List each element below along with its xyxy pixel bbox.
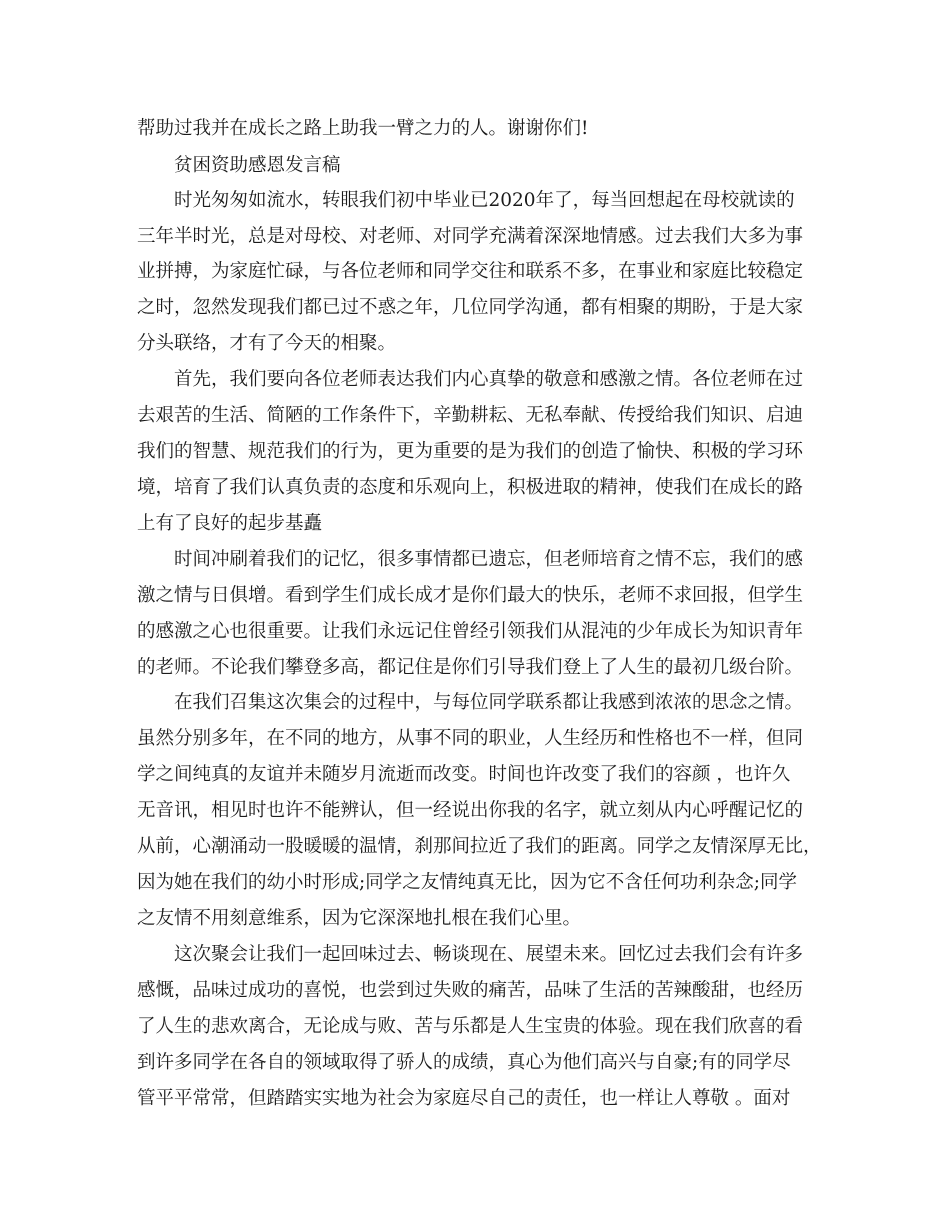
text-line: 激之情与日俱增。看到学生们成长成才是你们最大的快乐，老师不求回报，但学生 [137,585,804,606]
text-line: 感慨，品味过成功的喜悦，也尝到过失败的痛苦，品味了生活的苦辣酸甜，也经历 [137,980,804,1001]
text-line: 我们的智慧、规范我们的行为，更为重要的是为我们的创造了愉快、积极的学习环 [137,441,804,462]
text-line: 去艰苦的生活、简陋的工作条件下，辛勤耕耘、无私奉献、传授给我们知识、启迪 [137,405,804,426]
text-line: 之友情不用刻意维系，因为它深深地扎根在我们心里。 [137,908,582,929]
text-line: 三年半时光，总是对母校、对老师、对同学充满着深深地情感。过去我们大多为事 [137,226,804,247]
text-line: 了人生的悲欢离合，无论成与败、苦与乐都是人生宝贵的体验。现在我们欣喜的看 [137,1016,804,1037]
text-line: 学之间纯真的友谊并未随岁月流逝而改变。时间也许改变了我们的容颜 ，也许久 [137,764,791,785]
text-line: 从前，心潮涌动一股暖暖的温情，刹那间拉近了我们的距离。同学之友情深厚无比， [137,836,822,857]
text-line: 帮助过我并在成长之路上助我一臂之力的人。谢谢你们! [137,118,589,139]
text-line: 时间冲刷着我们的记忆，很多事情都已遗忘，但老师培育之情不忘，我们的感 [174,549,804,570]
text-line: 管平平常常，但踏踏实实地为社会为家庭尽自己的责任，也一样让人尊敬 。面对 [137,1088,791,1109]
text-line: 到许多同学在各自的领域取得了骄人的成绩，真心为他们高兴与自豪;有的同学尽 [137,1052,791,1073]
text-line: 分头联络，才有了今天的相聚。 [137,333,397,354]
text-line: 因为她在我们的幼小时形成;同学之友情纯真无比，因为它不含任何功利杂念;同学 [137,872,797,893]
text-line: 的老师。不论我们攀登多高，都记住是你们引导我们登上了人生的最初几级台阶。 [137,657,804,678]
text-line: 上有了良好的起步基矗 [137,513,323,534]
text-line: 时光匆匆如流水，转眼我们初中毕业已2020年了，每当回想起在母校就读的 [174,190,795,211]
text-line: 业拼搏，为家庭忙碌，与各位老师和同学交往和联系不多，在事业和家庭比较稳定 [137,261,804,282]
text-line: 首先，我们要向各位老师表达我们内心真挚的敬意和感激之情。各位老师在过 [174,369,804,390]
text-line: 虽然分别多年，在不同的地方，从事不同的职业，人生经历和性格也不一样，但同 [137,728,804,749]
text-line: 之时，忽然发现我们都已过不惑之年，几位同学沟通，都有相聚的期盼，于是大家 [137,297,804,318]
text-line: 贫困资助感恩发言稿 [174,155,341,176]
text-line: 境，培育了我们认真负责的态度和乐观向上，积极进取的精神，使我们在成长的路 [137,477,804,498]
text-line: 这次聚会让我们一起回味过去、畅谈现在、展望未来。回忆过去我们会有许多 [174,944,804,965]
text-line: 的感激之心也很重要。让我们永远记住曾经引领我们从混沌的少年成长为知识青年 [137,621,804,642]
text-line: 无音讯，相见时也许不能辨认，但一经说出你我的名字，就立刻从内心呼醒记忆的 [137,800,804,821]
text-line: 在我们召集这次集会的过程中，与每位同学联系都让我感到浓浓的思念之情。 [174,692,804,713]
